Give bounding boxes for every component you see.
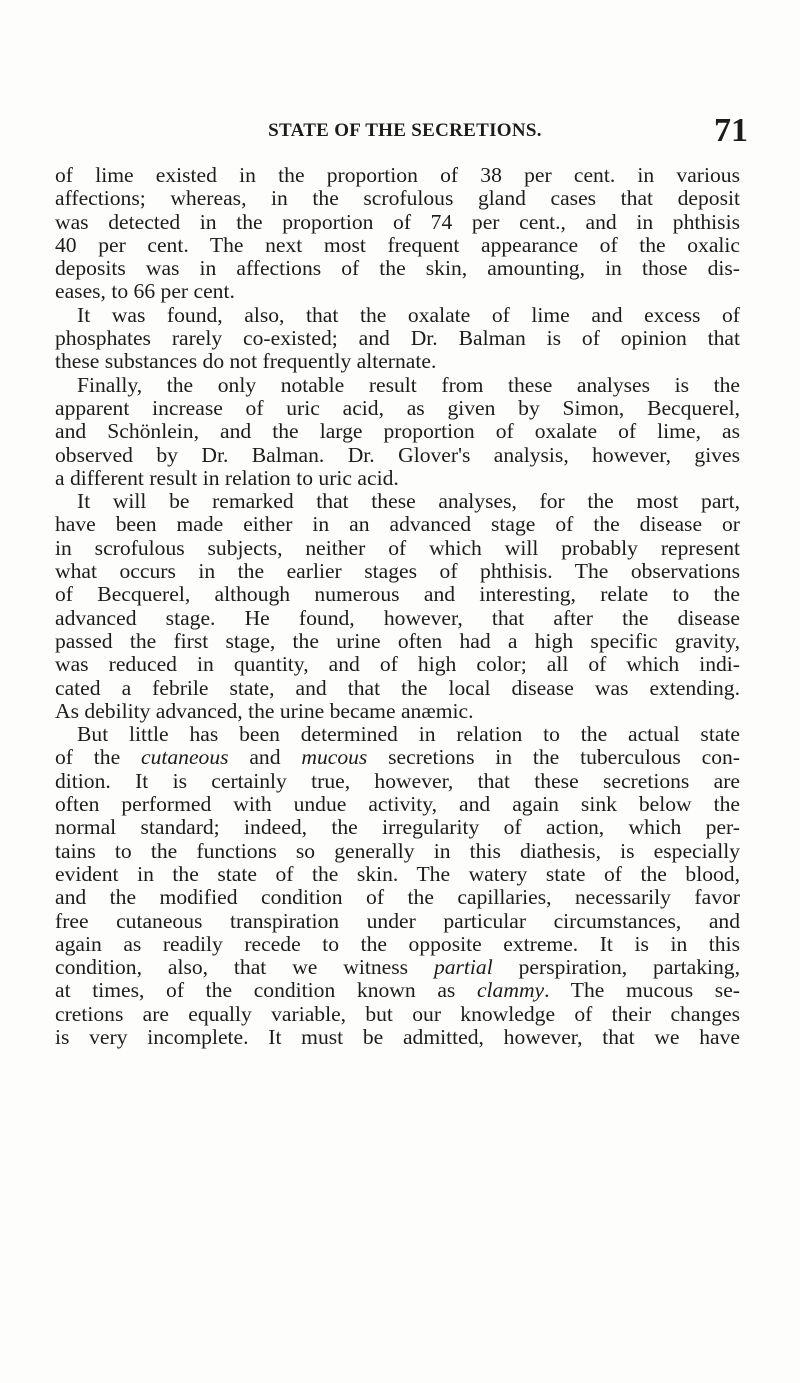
page-number: 71 xyxy=(714,112,748,149)
text-line: evident in the state of the skin. The watery state of the blood, xyxy=(55,862,740,886)
text-line: As debility advanced, the urine became anæmic. xyxy=(55,699,474,723)
text-line: deposits was in affections of the skin, amounting, in those dis- xyxy=(55,257,740,281)
text-line: condition, also, that we witness partial perspiration, partaking, xyxy=(55,956,740,980)
text-line: is very incomplete. It must be admitted, however, that we have xyxy=(55,1025,740,1049)
text-line: Finally, the only notable result from these analyses is the xyxy=(77,373,740,397)
text-line: in scrofulous subjects, neither of which will probably represent xyxy=(55,536,740,560)
text-line: a different result in relation to uric acid. xyxy=(55,466,399,490)
text-line: 40 per cent. The next most frequent appearance of the oxalic xyxy=(55,233,740,257)
text-line: have been made either in an advanced stage of the disease or xyxy=(55,513,740,537)
text-line: It will be remarked that these analyses, for the most part, xyxy=(77,490,740,514)
text-line: of lime existed in the proportion of 38 per cent. in various xyxy=(55,164,740,187)
text-line: and the modified condition of the capillaries, necessarily favor xyxy=(55,886,740,910)
text-line: at times, of the condition known as clammy. The mucous se- xyxy=(55,979,740,1003)
text-line: advanced stage. He found, however, that after the disease xyxy=(55,606,740,630)
text-line: of the cutaneous and mucous secretions in the tuberculous con- xyxy=(55,746,740,770)
italic-term: clammy xyxy=(476,979,545,1003)
text-line: But little has been determined in relation to the actual state xyxy=(77,723,740,747)
text-line: affections; whereas, in the scrofulous gland cases that deposit xyxy=(55,187,740,211)
text-line: tains to the functions so generally in this diathesis, is especially xyxy=(55,839,740,863)
text-line: these substances do not frequently alternate. xyxy=(55,350,437,374)
text-line: eases, to 66 per cent. xyxy=(55,280,235,304)
text-line: observed by Dr. Balman. Dr. Glover's analysis, however, gives xyxy=(55,443,740,467)
text-line: cated a febrile state, and that the local disease was extending. xyxy=(55,676,740,700)
text-line: often performed with undue activity, and again sink below the xyxy=(55,793,740,817)
text-line: It was found, also, that the oxalate of lime and excess of xyxy=(77,303,740,327)
text-line: normal standard; indeed, the irregularity of action, which per- xyxy=(55,816,740,840)
text-line: dition. It is certainly true, however, that these secretions are xyxy=(55,769,740,793)
text-line: phosphates rarely co-existed; and Dr. Balman is of opinion that xyxy=(55,327,740,351)
body-text xyxy=(55,164,740,1049)
text-line: what occurs in the earlier stages of phthisis. The observations xyxy=(55,560,740,584)
text-line: and Schönlein, and the large proportion of oxalate of lime, as xyxy=(55,420,740,444)
text-line: cretions are equally variable, but our knowledge of their changes xyxy=(55,1002,740,1026)
text-line: again as readily recede to the opposite extreme. It is in this xyxy=(55,932,740,956)
text-line: was detected in the proportion of 74 per cent., and in phthisis xyxy=(55,210,740,234)
italic-term: cutaneous xyxy=(140,746,229,770)
text-line: of Becquerel, although numerous and interesting, relate to the xyxy=(55,583,740,607)
italic-term: partial xyxy=(433,956,493,980)
text-line: apparent increase of uric acid, as given by Simon, Becquerel, xyxy=(55,396,740,420)
text-line: passed the first stage, the urine often had a high specific gravity, xyxy=(55,629,740,653)
running-head xyxy=(60,112,750,152)
text-line: free cutaneous transpiration under particular circumstances, and xyxy=(55,909,740,933)
chapter-title: STATE OF THE SECRETIONS. xyxy=(268,120,542,141)
text-line: was reduced in quantity, and of high color; all of which indi- xyxy=(55,653,740,677)
italic-term: mucous xyxy=(301,746,368,770)
